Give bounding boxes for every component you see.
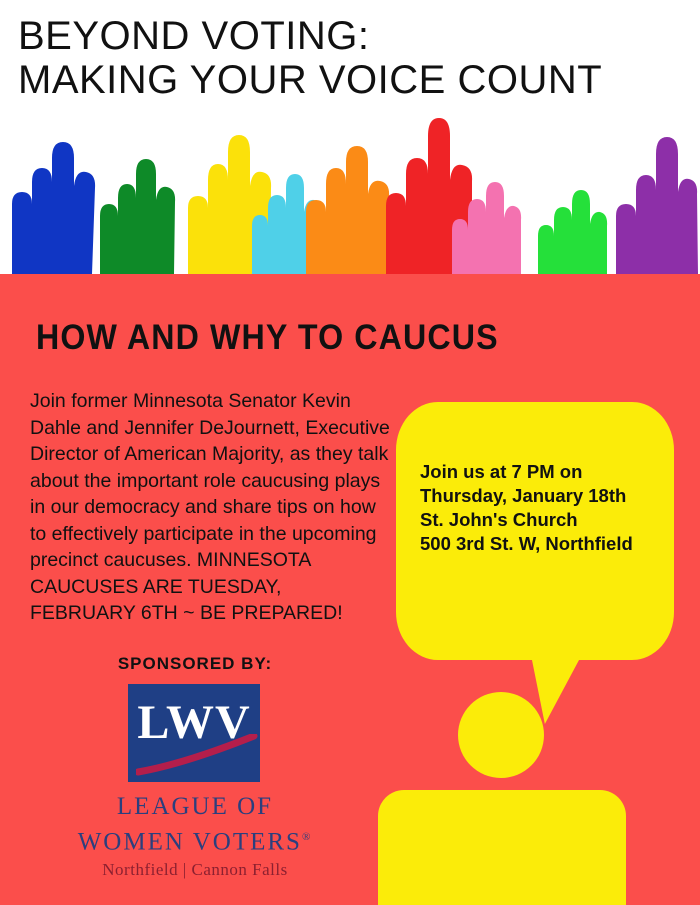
registered-mark: ® xyxy=(301,831,313,843)
hand-orange-icon xyxy=(306,146,389,274)
hand-purple-icon xyxy=(616,137,698,274)
title-line-2: MAKING YOUR VOICE COUNT xyxy=(18,58,603,102)
title-line-1: BEYOND VOTING: xyxy=(18,14,370,58)
bubble-line-4: 500 3rd St. W, Northfield xyxy=(420,533,633,554)
bubble-line-1: Join us at 7 PM on xyxy=(420,461,583,482)
lwv-logo-letters: LWV xyxy=(137,696,251,749)
speech-bubble-text xyxy=(420,460,658,556)
event-headline: HOW AND WHY TO CAUCUS xyxy=(36,318,499,357)
bubble-line-2: Thursday, January 18th xyxy=(420,485,627,506)
event-details-panel xyxy=(0,274,700,905)
raised-hands-illustration xyxy=(0,112,700,274)
hand-lime-icon xyxy=(538,190,607,274)
sponsored-by-label: SPONSORED BY: xyxy=(117,654,273,673)
hand-blue-icon xyxy=(12,142,95,274)
lwv-name-line-2-text: WOMEN VOTERS xyxy=(77,828,302,856)
lwv-name-line-1: LEAGUE OF xyxy=(116,793,274,820)
lwv-logo xyxy=(128,684,260,782)
lwv-logo-swoosh-icon xyxy=(136,734,258,776)
hand-green-icon xyxy=(100,159,175,274)
poster-title xyxy=(18,14,682,102)
speech-bubble xyxy=(396,402,674,660)
person-torso xyxy=(444,834,560,905)
person-head xyxy=(458,692,544,778)
bubble-line-3: St. John's Church xyxy=(420,509,578,530)
lwv-name-line-3: Northfield | Cannon Falls xyxy=(102,860,288,880)
event-description: Join former Minnesota Senator Kevin Dahle and Jennifer DeJournett, Executive Director of American Majority, as they talk about the important role caucusing plays in our democracy and share tips on how to effectively participate in the upcoming precinct caucuses. MINNESOTA CAUCUSES ARE TUESDAY, FEBRUARY 6TH ~ BE PREPARED! xyxy=(30,390,390,624)
lwv-name-line-2 xyxy=(30,822,360,857)
lwv-name-block xyxy=(30,792,360,883)
